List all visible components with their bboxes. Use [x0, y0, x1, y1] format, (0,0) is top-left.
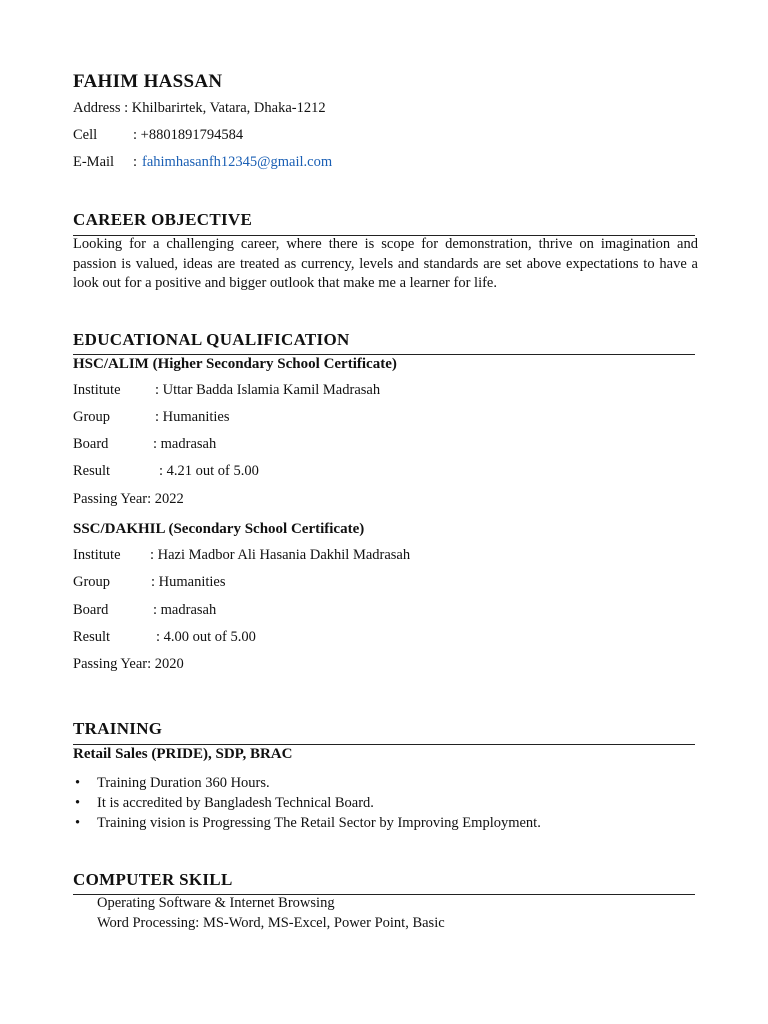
hsc-institute-value: : Uttar Badda Islamia Kamil Madrasah [155, 382, 381, 398]
ssc-passing-year: Passing Year: 2020 [73, 656, 184, 672]
bullet-glyph: • [75, 775, 81, 791]
ssc-group-label: Group [73, 574, 111, 590]
section-divider [73, 744, 695, 745]
career-objective-text: Looking for a challenging career, where there is scope for demonstration, thrive on imagination and passion is valued, ideas are treated as currency, levels and standards are set above expectations to have a look out for a positive and bigger outlook that make me a learner for life. [73, 236, 698, 291]
hsc-board-value: : madrasah [153, 436, 217, 452]
address-line: Address : Khilbarirtek, Vatara, Dhaka-1212 [73, 100, 326, 116]
candidate-name: FAHIM HASSAN [73, 71, 223, 92]
computer-skill-heading: COMPUTER SKILL [73, 870, 233, 889]
bullet-glyph: • [75, 795, 81, 811]
email-label: E-Mail [73, 154, 115, 170]
ssc-institute-label: Institute [73, 547, 121, 563]
cell-label: Cell [73, 127, 98, 143]
section-divider [73, 354, 695, 355]
hsc-group-value: : Humanities [155, 409, 230, 425]
bullet-glyph: • [75, 815, 81, 831]
ssc-group-value: : Humanities [151, 574, 226, 590]
training-item: It is accredited by Bangladesh Technical Board. [97, 795, 374, 811]
hsc-institute-label: Institute [73, 382, 121, 398]
hsc-group-label: Group [73, 409, 111, 425]
hsc-passing-year: Passing Year: 2022 [73, 491, 184, 507]
ssc-result-value: : 4.00 out of 5.00 [156, 629, 256, 645]
ssc-board-value: : madrasah [153, 602, 217, 618]
hsc-result-label: Result [73, 463, 111, 479]
computer-skill-line: Word Processing: MS-Word, MS-Excel, Power Point, Basic [97, 915, 445, 931]
ssc-title: SSC/DAKHIL (Secondary School Certificate) [73, 521, 365, 537]
hsc-title: HSC/ALIM (Higher Secondary School Certificate) [73, 356, 397, 372]
cell-value: : +8801891794584 [133, 127, 244, 143]
training-item: Training Duration 360 Hours. [97, 775, 270, 791]
email-colon: : [133, 154, 138, 170]
hsc-result-value: : 4.21 out of 5.00 [159, 463, 259, 479]
ssc-board-label: Board [73, 602, 109, 618]
career-objective-heading: CAREER OBJECTIVE [73, 210, 253, 229]
education-heading: EDUCATIONAL QUALIFICATION [73, 330, 350, 349]
training-item: Training vision is Progressing The Retail Sector by Improving Employment. [97, 815, 541, 831]
computer-skill-line: Operating Software & Internet Browsing [97, 895, 335, 911]
training-title: Retail Sales (PRIDE), SDP, BRAC [73, 746, 293, 762]
ssc-institute-value: : Hazi Madbor Ali Hasania Dakhil Madrasah [150, 547, 411, 563]
ssc-result-label: Result [73, 629, 111, 645]
email-link[interactable]: fahimhasanfh12345@gmail.com [142, 154, 333, 170]
training-heading: TRAINING [73, 719, 163, 738]
hsc-board-label: Board [73, 436, 109, 452]
